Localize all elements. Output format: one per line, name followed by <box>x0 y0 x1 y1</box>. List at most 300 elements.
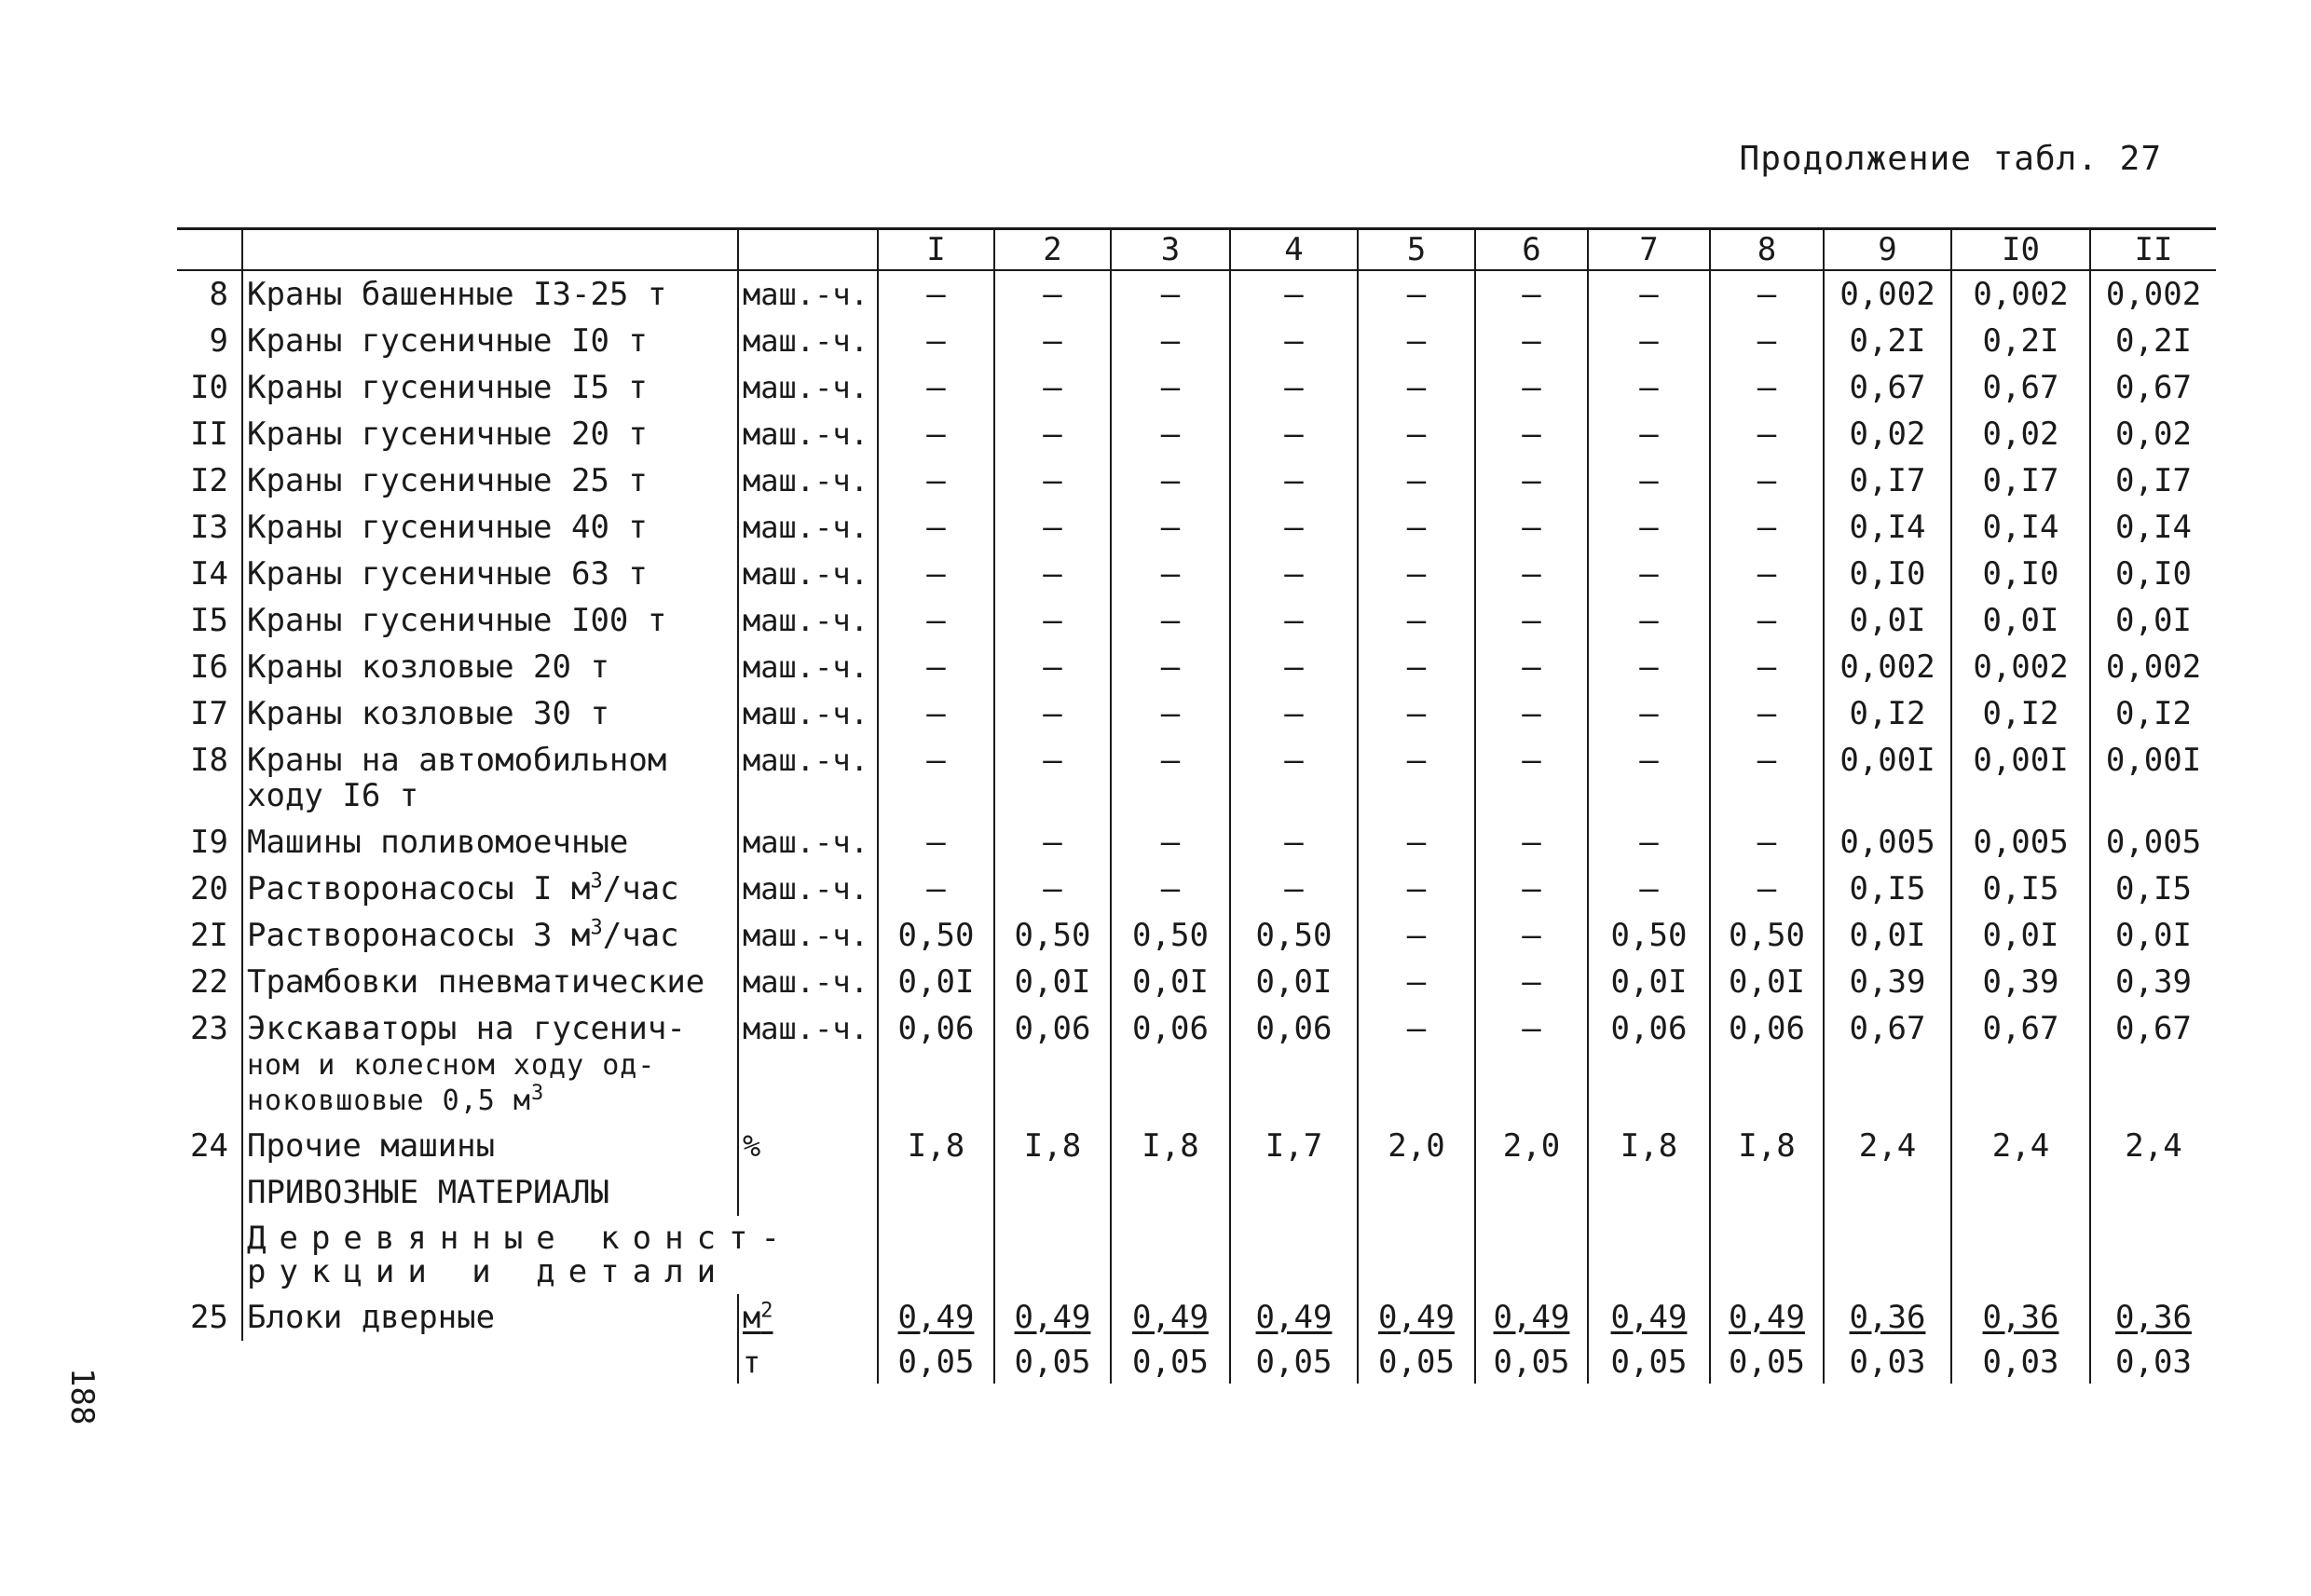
superscript: 2 <box>760 1299 773 1323</box>
page-number: 188 <box>63 1368 101 1425</box>
value-cell: 0,002 <box>2090 644 2216 690</box>
value-cell: 0,005 <box>1951 819 2090 866</box>
value-cell: – <box>1710 457 1824 504</box>
value-cell: 0,002 <box>1951 644 2090 690</box>
header-cell-col-11: II <box>2090 229 2216 271</box>
section-title-row <box>177 1169 2216 1216</box>
value-cell: – <box>878 270 994 318</box>
value-cell: 0,03 <box>1824 1341 1951 1384</box>
value-cell: 0,39 <box>1951 959 2090 1005</box>
value-cell: – <box>994 737 1111 819</box>
table-row <box>177 1005 2216 1123</box>
header-cell-col-3: 3 <box>1111 229 1230 271</box>
value-cell: 0,2I <box>1951 318 2090 364</box>
value-cell: – <box>1358 912 1475 959</box>
value-text: 0,36 <box>1849 1299 1926 1336</box>
value-cell: – <box>1710 644 1824 690</box>
value-cell: – <box>1475 597 1588 644</box>
value-cell: – <box>1588 737 1710 819</box>
value-cell <box>1588 1294 1710 1341</box>
value-cell-empty <box>878 1169 994 1216</box>
row-unit: маш.-ч. <box>738 504 878 551</box>
row-number: I8 <box>190 742 228 779</box>
value-cell: – <box>1230 551 1358 597</box>
value-cell: – <box>1475 737 1588 819</box>
value-text: 0,49 <box>1255 1299 1333 1336</box>
row-number-empty <box>177 1169 242 1216</box>
value-cell-empty <box>1111 1169 1230 1216</box>
header-row <box>177 229 2216 271</box>
value-cell: – <box>1588 819 1710 866</box>
value-cell: – <box>1358 690 1475 737</box>
value-cell: – <box>878 318 994 364</box>
value-cell: – <box>1358 270 1475 318</box>
row-name: Прочие машины <box>242 1123 738 1169</box>
value-cell: 0,I5 <box>1824 866 1951 912</box>
value-cell: 0,05 <box>1358 1341 1475 1384</box>
value-cell: – <box>1358 457 1475 504</box>
value-cell: – <box>1230 819 1358 866</box>
unit-base: м <box>743 1300 761 1335</box>
value-cell: – <box>1475 504 1588 551</box>
row-unit <box>738 1294 878 1341</box>
value-cell: 0,67 <box>2090 1005 2216 1123</box>
value-cell: 2,4 <box>1824 1123 1951 1169</box>
value-text: 0,49 <box>1378 1299 1455 1336</box>
value-cell: – <box>994 597 1111 644</box>
value-cell: 0,0I <box>2090 597 2216 644</box>
value-cell: – <box>1710 737 1824 819</box>
value-cell: – <box>1588 551 1710 597</box>
value-text: 0,49 <box>1132 1299 1209 1336</box>
row-number-empty <box>177 1216 242 1294</box>
value-text: 0,49 <box>897 1299 975 1336</box>
value-cell: 0,06 <box>1111 1005 1230 1123</box>
row-number: 24 <box>190 1127 228 1165</box>
value-cell: 0,I4 <box>2090 504 2216 551</box>
value-cell: – <box>1710 819 1824 866</box>
row-number: 22 <box>190 963 228 1001</box>
value-cell: 0,06 <box>994 1005 1111 1123</box>
value-cell: 0,0I <box>1230 959 1358 1005</box>
value-cell: – <box>1358 737 1475 819</box>
value-cell: – <box>1230 504 1358 551</box>
value-cell: – <box>1475 318 1588 364</box>
row-unit: маш.-ч. <box>738 959 878 1005</box>
row-name-line-1: Экскаваторы на гусенич- <box>247 1010 686 1047</box>
row-name: Краны гусеничные 40 т <box>242 504 738 551</box>
row-number: I5 <box>190 602 228 639</box>
value-cell: 0,0I <box>994 959 1111 1005</box>
value-cell: – <box>994 457 1111 504</box>
value-cell <box>1475 1294 1588 1341</box>
value-cell: – <box>994 866 1111 912</box>
row-number: I6 <box>190 648 228 686</box>
value-cell: – <box>1230 457 1358 504</box>
value-cell: 0,05 <box>1230 1341 1358 1384</box>
value-cell: 2,4 <box>1951 1123 2090 1169</box>
value-cell: – <box>1111 866 1230 912</box>
value-cell: – <box>1230 866 1358 912</box>
row-unit: маш.-ч. <box>738 912 878 959</box>
value-cell: 0,I5 <box>1951 866 2090 912</box>
value-cell-empty <box>2090 1216 2216 1294</box>
value-cell: – <box>1111 597 1230 644</box>
row-name-text: Растворонасосы 3 м <box>247 917 591 954</box>
row-unit: маш.-ч. <box>738 457 878 504</box>
row-name: Краны гусеничные 63 т <box>242 551 738 597</box>
value-cell: 0,2I <box>1824 318 1951 364</box>
value-cell: 0,02 <box>1951 411 2090 457</box>
row-name <box>242 737 738 819</box>
value-cell: 0,0I <box>1824 912 1951 959</box>
value-cell: I,8 <box>1588 1123 1710 1169</box>
value-cell: – <box>1475 959 1588 1005</box>
value-cell: – <box>1710 318 1824 364</box>
row-name: Краны козловые 20 т <box>242 644 738 690</box>
row-name <box>242 912 738 959</box>
value-cell: – <box>1475 690 1588 737</box>
row-name: Краны гусеничные I00 т <box>242 597 738 644</box>
value-cell: – <box>1475 457 1588 504</box>
value-cell: – <box>994 819 1111 866</box>
subsection-title-line-2: рукции и детали <box>247 1253 730 1290</box>
row-name-line-1: Краны на автомобильном <box>247 742 667 779</box>
value-cell: – <box>1358 364 1475 411</box>
value-cell: 0,02 <box>2090 411 2216 457</box>
value-cell: 0,05 <box>1588 1341 1710 1384</box>
value-cell: – <box>1111 819 1230 866</box>
value-cell: 0,002 <box>1824 644 1951 690</box>
value-cell: – <box>1475 411 1588 457</box>
value-cell: – <box>1475 866 1588 912</box>
value-cell: – <box>1111 318 1230 364</box>
value-cell: 0,I2 <box>2090 690 2216 737</box>
value-cell-empty <box>1358 1169 1475 1216</box>
value-cell: 0,03 <box>2090 1341 2216 1384</box>
value-text: 0,49 <box>1014 1299 1091 1336</box>
value-cell: – <box>1111 411 1230 457</box>
row-name: Блоки дверные <box>242 1294 738 1341</box>
value-cell: – <box>994 690 1111 737</box>
value-cell: 0,0I <box>1951 912 2090 959</box>
value-text: 0,36 <box>1982 1299 2059 1336</box>
table-row <box>177 959 2216 1005</box>
value-cell: – <box>1111 644 1230 690</box>
table-row <box>177 912 2216 959</box>
value-cell: – <box>1710 551 1824 597</box>
row-name-line-2: ном и колесном ходу од- <box>247 1049 656 1082</box>
value-cell: – <box>1588 364 1710 411</box>
row-number: 2I <box>190 917 228 954</box>
value-cell-empty <box>1588 1169 1710 1216</box>
value-cell: – <box>1588 504 1710 551</box>
value-cell: 2,4 <box>2090 1123 2216 1169</box>
value-cell: – <box>1111 737 1230 819</box>
row-number: I4 <box>190 555 228 593</box>
value-cell: – <box>878 551 994 597</box>
value-cell: – <box>878 644 994 690</box>
value-cell: 0,06 <box>1230 1005 1358 1123</box>
value-cell: – <box>994 411 1111 457</box>
table-row <box>177 1123 2216 1169</box>
row-number: 20 <box>190 870 228 907</box>
value-cell: 0,2I <box>2090 318 2216 364</box>
value-cell: – <box>1111 364 1230 411</box>
row-number: I9 <box>190 824 228 861</box>
value-cell: – <box>1111 551 1230 597</box>
row-unit: маш.-ч. <box>738 270 878 318</box>
value-cell: – <box>994 504 1111 551</box>
value-cell: – <box>1358 551 1475 597</box>
table-row <box>177 1294 2216 1341</box>
row-unit: маш.-ч. <box>738 819 878 866</box>
value-cell: 0,I4 <box>1824 504 1951 551</box>
header-cell-col-5: 5 <box>1358 229 1475 271</box>
superscript: 3 <box>590 916 603 940</box>
value-cell: – <box>878 457 994 504</box>
value-cell <box>1358 1294 1475 1341</box>
row-number: II <box>190 416 228 453</box>
resource-table-wrapper <box>177 227 2216 1384</box>
row-name-line-2: ходу I6 т <box>247 777 419 814</box>
row-name-line-3 <box>247 1084 544 1117</box>
value-cell-empty <box>1111 1216 1230 1294</box>
value-cell: 0,I0 <box>1824 551 1951 597</box>
value-cell: 0,005 <box>2090 819 2216 866</box>
value-cell-empty <box>1710 1169 1824 1216</box>
row-name: Краны козловые 30 т <box>242 690 738 737</box>
value-cell: – <box>1358 504 1475 551</box>
value-cell: 0,06 <box>878 1005 994 1123</box>
value-cell: 0,I7 <box>2090 457 2216 504</box>
section-title: ПРИВОЗНЫЕ МАТЕРИАЛЫ <box>242 1169 738 1216</box>
value-cell: 0,50 <box>1230 912 1358 959</box>
table-row <box>177 411 2216 457</box>
value-cell: – <box>1588 597 1710 644</box>
value-cell: – <box>1358 819 1475 866</box>
value-cell: – <box>1358 866 1475 912</box>
value-cell-empty <box>1358 1216 1475 1294</box>
value-cell-empty <box>1230 1169 1358 1216</box>
value-cell: – <box>878 819 994 866</box>
value-cell <box>1951 1294 2090 1341</box>
table-row <box>177 1341 2216 1384</box>
value-cell-empty <box>1951 1169 2090 1216</box>
value-cell <box>1710 1294 1824 1341</box>
value-cell: 0,I2 <box>1824 690 1951 737</box>
value-cell: – <box>1358 959 1475 1005</box>
value-cell: – <box>1475 551 1588 597</box>
value-cell: – <box>1710 690 1824 737</box>
value-cell: 0,0I <box>1111 959 1230 1005</box>
value-cell: – <box>1230 411 1358 457</box>
value-cell: 2,0 <box>1475 1123 1588 1169</box>
table-row <box>177 866 2216 912</box>
subsection-title-line-1: Деревянные конст- <box>247 1220 793 1257</box>
table-row <box>177 504 2216 551</box>
value-cell: – <box>1230 644 1358 690</box>
value-cell: – <box>1358 318 1475 364</box>
value-cell: 0,06 <box>1588 1005 1710 1123</box>
superscript: 3 <box>530 1082 545 1105</box>
subsection-title-row <box>177 1216 2216 1294</box>
value-cell: 0,I7 <box>1824 457 1951 504</box>
table-row <box>177 597 2216 644</box>
value-cell: 0,05 <box>994 1341 1111 1384</box>
value-cell-empty <box>994 1216 1111 1294</box>
value-cell: 0,002 <box>1951 270 2090 318</box>
row-number: 9 <box>209 322 228 360</box>
row-unit: маш.-ч. <box>738 690 878 737</box>
value-cell: – <box>878 411 994 457</box>
value-cell-empty <box>1951 1216 2090 1294</box>
header-cell-col-6: 6 <box>1475 229 1588 271</box>
value-cell: – <box>878 364 994 411</box>
value-cell: 0,0I <box>1951 597 2090 644</box>
value-cell-empty <box>878 1216 994 1294</box>
value-cell: – <box>1475 364 1588 411</box>
value-cell-empty <box>2090 1169 2216 1216</box>
value-cell: 0,67 <box>1824 1005 1951 1123</box>
value-cell: 0,00I <box>1951 737 2090 819</box>
row-name-text: Растворонасосы I м <box>247 870 591 907</box>
value-cell: 0,005 <box>1824 819 1951 866</box>
table-row <box>177 318 2216 364</box>
header-cell-name <box>242 229 738 271</box>
header-cell-num <box>177 229 242 271</box>
value-cell: 0,I0 <box>2090 551 2216 597</box>
value-cell: 0,002 <box>2090 270 2216 318</box>
value-cell: – <box>1710 270 1824 318</box>
row-name-suffix: /час <box>602 917 679 954</box>
value-cell: – <box>1475 1005 1588 1123</box>
value-cell: 0,50 <box>994 912 1111 959</box>
value-cell: – <box>1358 597 1475 644</box>
value-cell: 2,0 <box>1358 1123 1475 1169</box>
value-cell <box>1824 1294 1951 1341</box>
table-row <box>177 270 2216 318</box>
value-cell: – <box>994 551 1111 597</box>
table-row <box>177 644 2216 690</box>
row-name <box>242 1005 738 1123</box>
value-text: 0,49 <box>1493 1299 1570 1336</box>
table-row <box>177 364 2216 411</box>
value-cell: – <box>1230 690 1358 737</box>
value-cell: – <box>878 504 994 551</box>
row-number: I2 <box>190 462 228 499</box>
row-name-suffix: /час <box>602 870 679 907</box>
row-unit: маш.-ч. <box>738 364 878 411</box>
row-number: 25 <box>190 1299 228 1336</box>
row-unit: маш.-ч. <box>738 597 878 644</box>
value-cell: – <box>878 737 994 819</box>
table-row <box>177 457 2216 504</box>
row-name-line-3-text: ноковшовые 0,5 м <box>247 1084 531 1117</box>
value-cell: – <box>1475 912 1588 959</box>
value-cell: 0,39 <box>1824 959 1951 1005</box>
value-cell: – <box>1588 866 1710 912</box>
header-cell-col-7: 7 <box>1588 229 1710 271</box>
value-cell: 0,I7 <box>1951 457 2090 504</box>
value-cell: – <box>1710 504 1824 551</box>
row-name-empty <box>242 1341 738 1384</box>
row-number: 23 <box>190 1010 228 1047</box>
value-cell: 0,03 <box>1951 1341 2090 1384</box>
value-cell: – <box>994 318 1111 364</box>
value-cell: – <box>994 644 1111 690</box>
value-cell: 0,05 <box>1475 1341 1588 1384</box>
value-cell <box>1230 1294 1358 1341</box>
value-cell: 0,002 <box>1824 270 1951 318</box>
row-name: Краны гусеничные 25 т <box>242 457 738 504</box>
value-cell <box>2090 1294 2216 1341</box>
value-cell: 0,0I <box>2090 912 2216 959</box>
value-cell: 0,0I <box>1710 959 1824 1005</box>
row-name <box>242 866 738 912</box>
unit-text <box>743 1300 773 1335</box>
value-cell <box>878 1294 994 1341</box>
value-cell: I,8 <box>1710 1123 1824 1169</box>
value-cell-empty <box>1824 1216 1951 1294</box>
value-cell: – <box>1710 364 1824 411</box>
header-cell-col-9: 9 <box>1824 229 1951 271</box>
value-cell: – <box>1358 644 1475 690</box>
value-cell: – <box>1588 318 1710 364</box>
value-cell: – <box>1588 270 1710 318</box>
header-cell-col-4: 4 <box>1230 229 1358 271</box>
value-cell: 0,02 <box>1824 411 1951 457</box>
row-unit: маш.-ч. <box>738 644 878 690</box>
value-cell: 0,05 <box>1111 1341 1230 1384</box>
value-cell: – <box>1230 270 1358 318</box>
value-cell: – <box>1230 597 1358 644</box>
value-cell: 0,00I <box>1824 737 1951 819</box>
resource-table <box>177 227 2216 1384</box>
header-cell-unit <box>738 229 878 271</box>
value-cell <box>1111 1294 1230 1341</box>
value-cell: – <box>1588 457 1710 504</box>
value-cell: – <box>994 270 1111 318</box>
value-cell: 0,67 <box>1951 364 2090 411</box>
value-cell: – <box>1710 411 1824 457</box>
row-name: Краны гусеничные I5 т <box>242 364 738 411</box>
value-text: 0,49 <box>1610 1299 1688 1336</box>
value-cell-empty <box>1710 1216 1824 1294</box>
value-cell-empty <box>1824 1169 1951 1216</box>
table-row <box>177 551 2216 597</box>
table-row <box>177 690 2216 737</box>
value-cell: I,8 <box>994 1123 1111 1169</box>
value-cell: I,8 <box>878 1123 994 1169</box>
row-name: Трамбовки пневматические <box>242 959 738 1005</box>
table-row <box>177 737 2216 819</box>
value-cell: – <box>1588 644 1710 690</box>
row-name: Краны гусеничные I0 т <box>242 318 738 364</box>
value-cell-empty <box>1475 1169 1588 1216</box>
value-cell: – <box>1710 866 1824 912</box>
table-row <box>177 819 2216 866</box>
value-cell: – <box>1111 270 1230 318</box>
value-cell: – <box>1358 411 1475 457</box>
value-text: 0,36 <box>2115 1299 2192 1336</box>
value-cell: 0,06 <box>1710 1005 1824 1123</box>
value-cell: I,7 <box>1230 1123 1358 1169</box>
value-cell: 0,0I <box>878 959 994 1005</box>
row-number: I3 <box>190 509 228 546</box>
row-number: 8 <box>209 276 228 313</box>
row-unit: маш.-ч. <box>738 737 878 819</box>
